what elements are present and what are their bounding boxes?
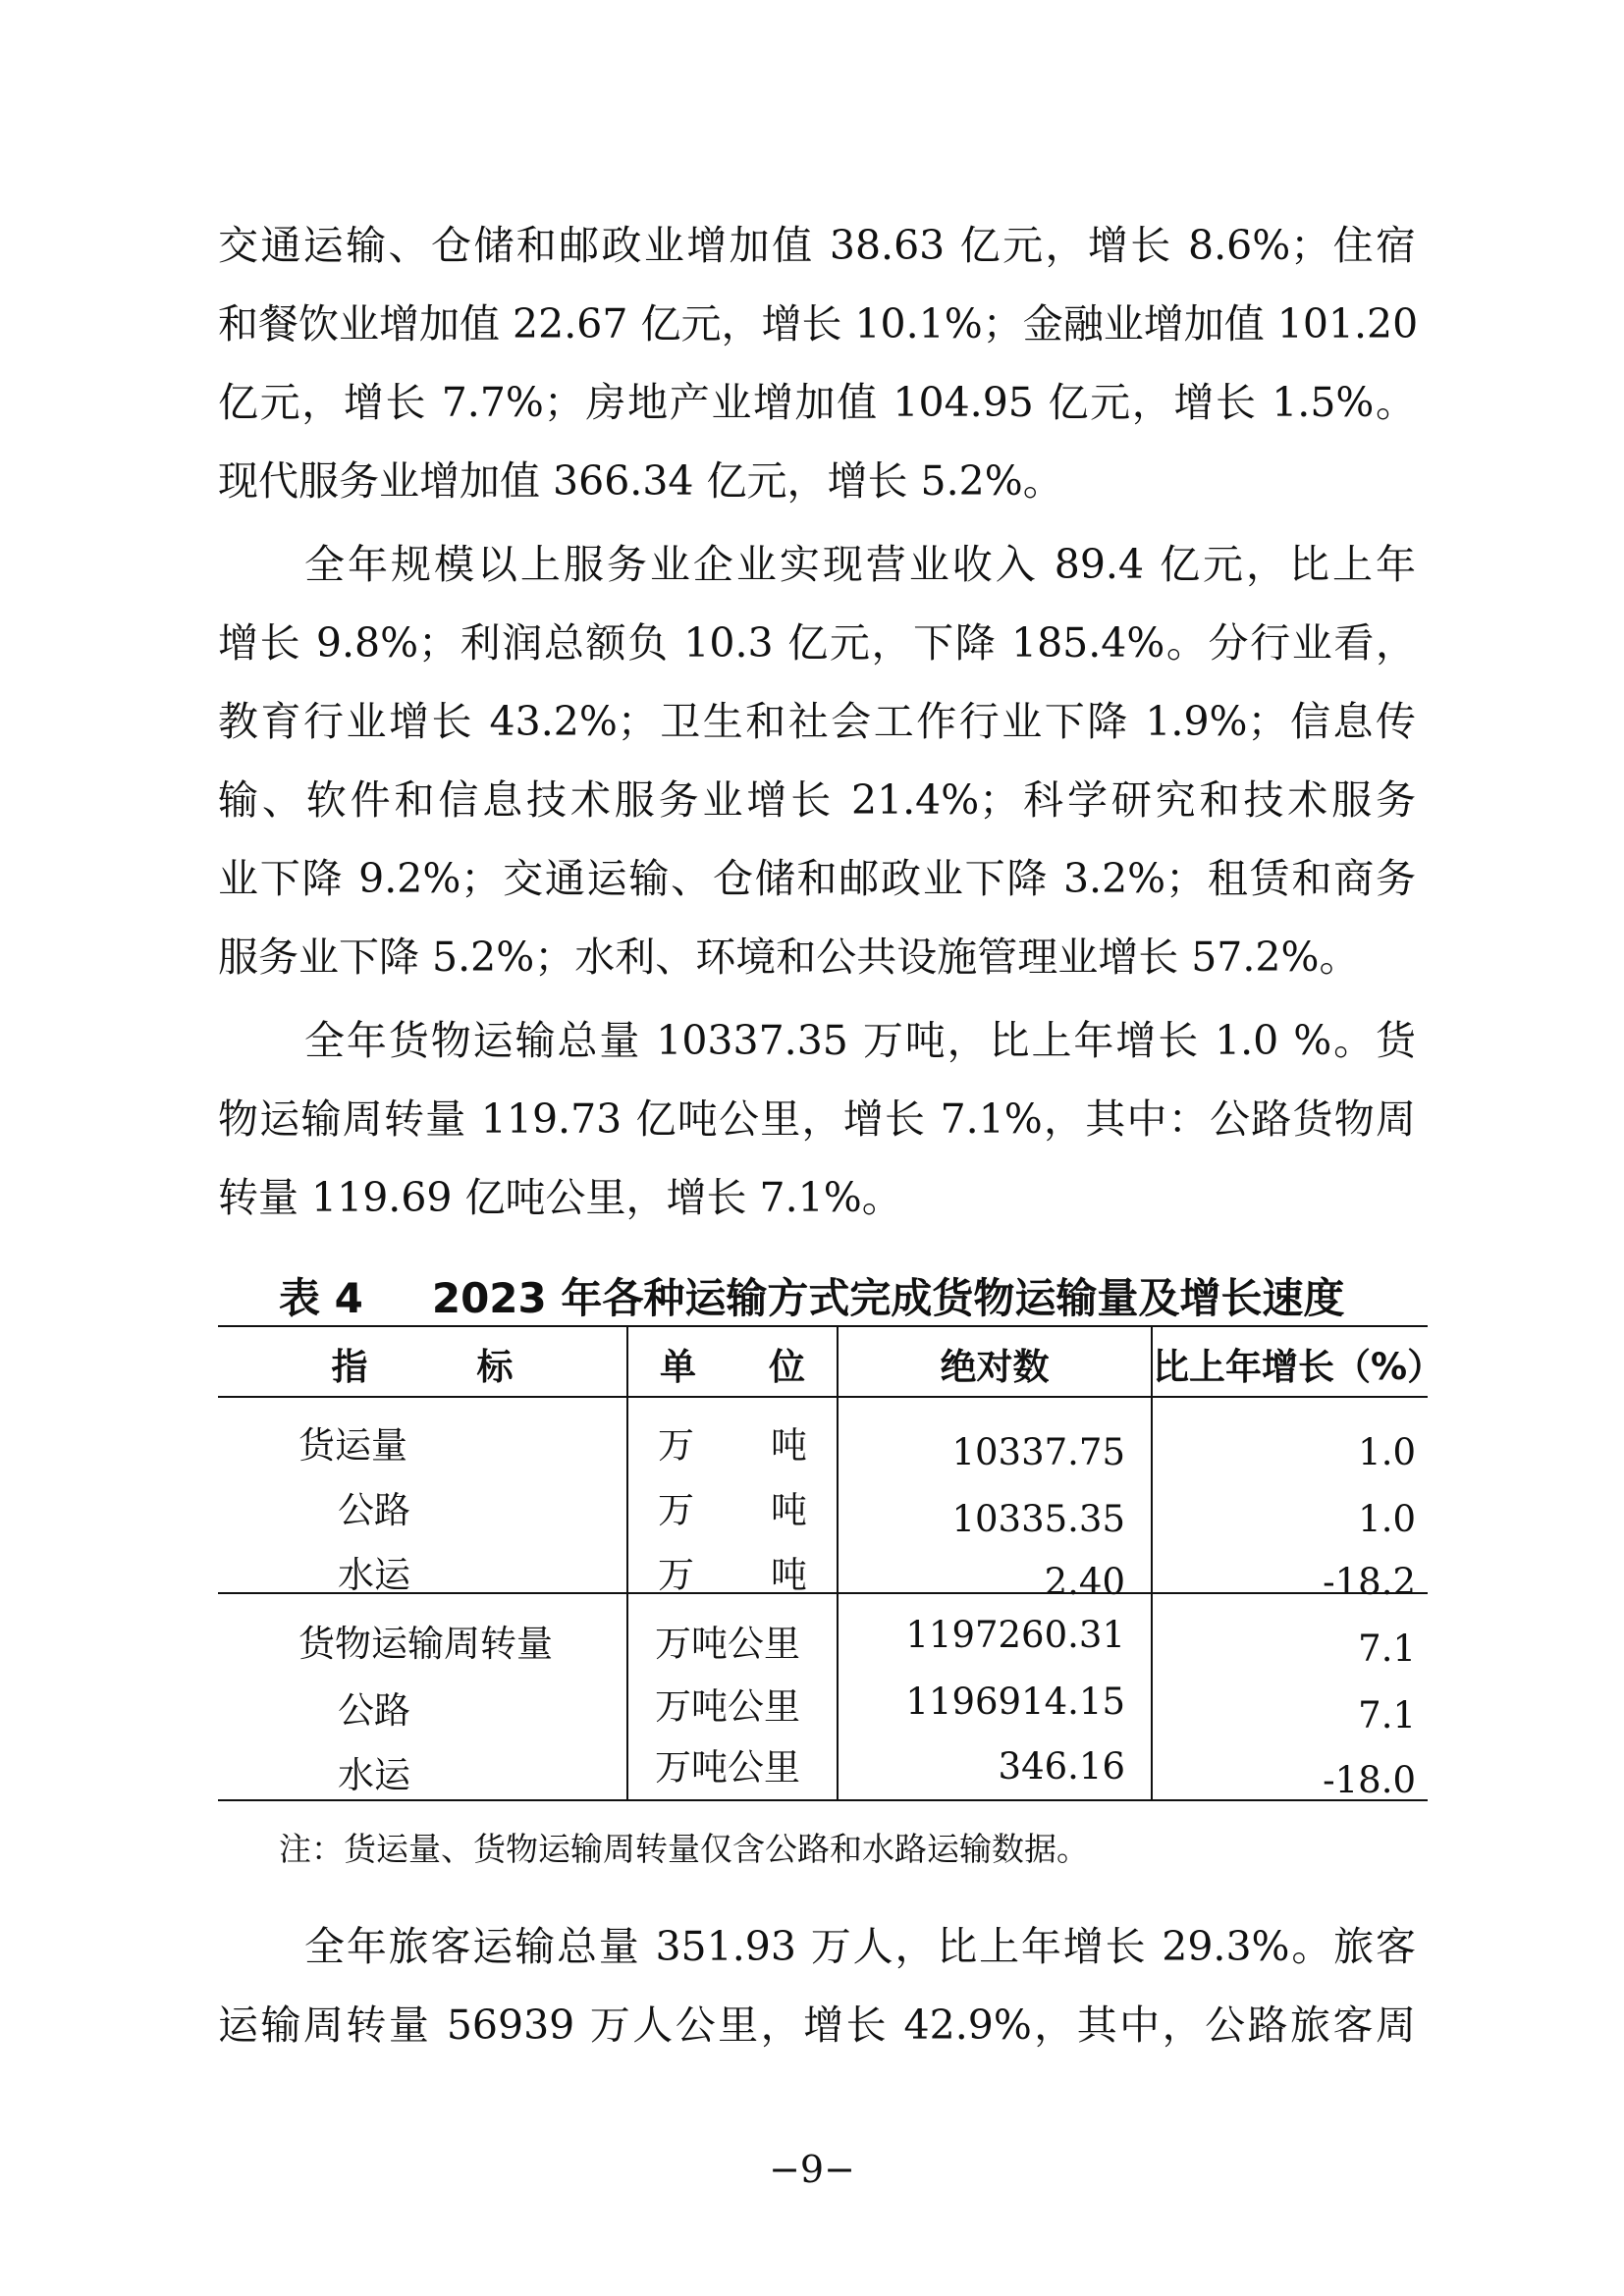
row-name: 货运量 xyxy=(298,1424,407,1467)
row-unit: 万吨公里 xyxy=(655,1746,800,1789)
row-value: 1196914.15 xyxy=(905,1681,1125,1723)
table-caption: 2023 年各种运输方式完成货物运输量及增长速度 xyxy=(431,1274,1345,1322)
row-unit: 万 xyxy=(658,1489,694,1531)
header-indicator: 指 标 xyxy=(331,1346,514,1388)
page-number: −9− xyxy=(769,2148,855,2191)
row-value: 346.16 xyxy=(998,1745,1125,1788)
row-growth: 7.1 xyxy=(1358,1694,1416,1736)
table-col-divider xyxy=(626,1325,628,1801)
header-growth: 比上年增长（%） xyxy=(1153,1346,1444,1388)
text-line: 服务业下降 5.2%；水利、环境和公共设施管理业增长 57.2%。 xyxy=(218,934,1360,981)
row-unit: 万吨公里 xyxy=(655,1685,800,1728)
text-line: 亿元，增长 7.7%；房地产业增加值 104.95 亿元，增长 1.5%。 xyxy=(218,379,1416,426)
row-unit: 吨 xyxy=(771,1554,807,1596)
text-line: 全年货物运输总量 10337.35 万吨，比上年增长 1.0 %。货 xyxy=(304,1017,1416,1064)
text-line: 转量 119.69 亿吨公里，增长 7.1%。 xyxy=(218,1174,902,1221)
row-name: 公路 xyxy=(338,1489,410,1531)
freight-table xyxy=(218,1325,1444,1801)
table-title xyxy=(279,1266,1344,1325)
text-line: 业下降 9.2%；交通运输、仓储和邮政业下降 3.2%；租赁和商务 xyxy=(218,855,1416,902)
row-name: 货物运输周转量 xyxy=(298,1623,553,1665)
row-growth: 7.1 xyxy=(1358,1628,1416,1670)
table-number: 表 4 xyxy=(279,1274,363,1322)
header-absolute: 绝对数 xyxy=(940,1346,1050,1388)
text-line: 教育行业增长 43.2%；卫生和社会工作行业下降 1.9%；信息传 xyxy=(218,698,1416,745)
row-unit: 吨 xyxy=(771,1489,807,1531)
row-growth: -18.2 xyxy=(1323,1561,1416,1603)
text-line: 全年规模以上服务业企业实现营业收入 89.4 亿元，比上年 xyxy=(304,541,1416,588)
text-line: 增长 9.8%；利润总额负 10.3 亿元，下降 185.4%。分行业看， xyxy=(218,619,1416,667)
text-line: 现代服务业增加值 366.34 亿元，增长 5.2%。 xyxy=(218,457,1063,505)
paragraph-2 xyxy=(218,525,1416,996)
row-name: 公路 xyxy=(338,1689,410,1732)
row-growth: 1.0 xyxy=(1358,1498,1416,1540)
row-unit: 万吨公里 xyxy=(655,1623,800,1665)
text-line: 运输周转量 56939 万人公里，增长 42.9%，其中，公路旅客周 xyxy=(218,2002,1416,2049)
row-value: 1197260.31 xyxy=(905,1614,1125,1656)
paragraph-1 xyxy=(218,206,1419,520)
table-rule-header xyxy=(218,1396,1428,1398)
row-value: 10335.35 xyxy=(951,1498,1125,1540)
row-name: 水运 xyxy=(338,1754,410,1796)
row-growth: -18.0 xyxy=(1323,1759,1416,1801)
table-note: 注：货运量、货物运输周转量仅含公路和水路运输数据。 xyxy=(279,1830,1089,1868)
header-unit: 单 位 xyxy=(660,1346,805,1388)
row-unit: 万 xyxy=(658,1424,694,1467)
row-value: 2.40 xyxy=(1044,1561,1125,1603)
paragraph-4 xyxy=(218,1907,1416,2064)
text-line: 输、软件和信息技术服务业增长 21.4%；科学研究和技术服务 xyxy=(218,776,1416,824)
row-unit: 吨 xyxy=(771,1424,807,1467)
table-rule-top xyxy=(218,1325,1428,1327)
text-line: 和餐饮业增加值 22.67 亿元，增长 10.1%；金融业增加值 101.20 xyxy=(218,300,1419,347)
text-line: 交通运输、仓储和邮政业增加值 38.63 亿元，增长 8.6%；住宿 xyxy=(218,222,1416,269)
row-unit: 万 xyxy=(658,1554,694,1596)
text-line: 全年旅客运输总量 351.93 万人，比上年增长 29.3%。旅客 xyxy=(304,1923,1416,1970)
paragraph-3 xyxy=(218,1001,1416,1237)
text-line: 物运输周转量 119.73 亿吨公里，增长 7.1%，其中：公路货物周 xyxy=(218,1095,1416,1143)
row-growth: 1.0 xyxy=(1358,1431,1416,1473)
row-name: 水运 xyxy=(338,1554,410,1596)
row-value: 10337.75 xyxy=(951,1431,1125,1473)
